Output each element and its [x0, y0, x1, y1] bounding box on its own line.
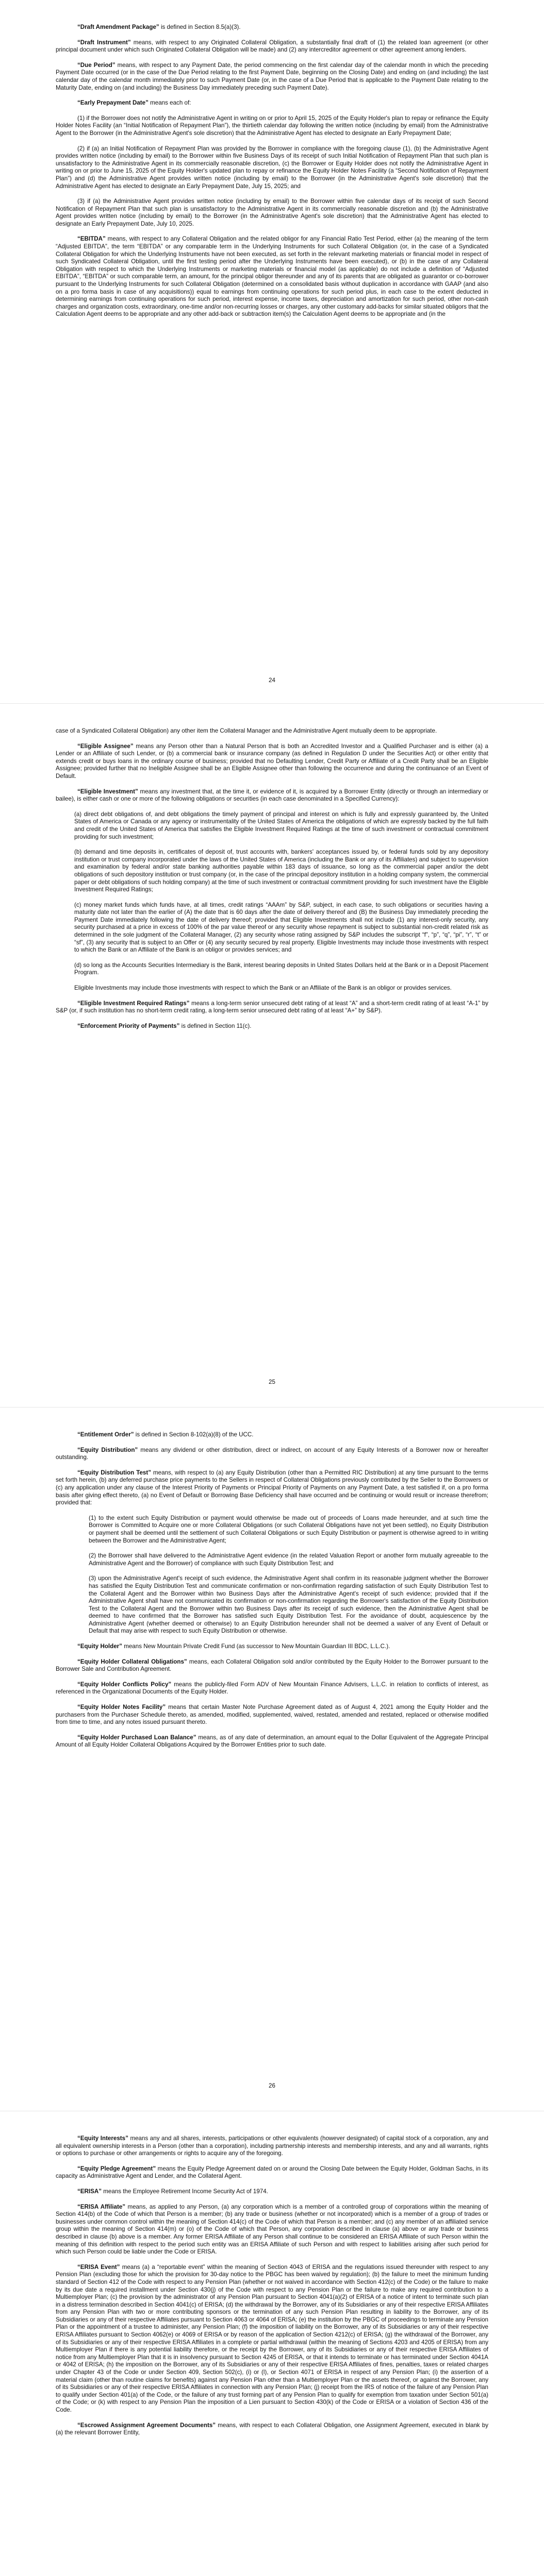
paragraph-text: is defined in Section 11(c).	[179, 1022, 252, 1029]
page-body	[56, 1431, 488, 1757]
definition-paragraph	[56, 235, 488, 318]
definition-paragraph	[56, 743, 488, 781]
defined-term: “Equity Holder Collateral Obligations”	[77, 1658, 187, 1665]
paragraph-text: (a) direct debt obligations of, and debt obligations the timely payment of principal and interest on which is fully and expressly guaranteed by, the United States of America or Canada or any agency or instrumentality of the United States of America the obligations of which are expressly backed by the full faith and credit of the United States of America that satisfies the Eligible Investment Required Ratings at the time of such investment or contractual commitment providing for such investment;	[74, 810, 488, 840]
clause-paragraph	[56, 198, 488, 228]
paragraph-text: means any dividend or other distribution, direct or indirect, on account of any Equity Interests of a Borrower now or hereafter outstanding.	[56, 1446, 488, 1461]
clause-paragraph	[56, 849, 488, 894]
definition-paragraph	[56, 2165, 488, 2180]
defined-term: “Equity Holder Conflicts Policy”	[77, 1681, 172, 1688]
paragraph-text: means New Mountain Private Credit Fund (as successor to New Mountain Guardian III BDC, L.L.C.).	[122, 1643, 390, 1650]
clause-paragraph	[56, 1552, 488, 1567]
defined-term: “Equity Distribution Test”	[77, 1469, 152, 1476]
definition-paragraph	[56, 1447, 488, 1462]
paragraph-text: (3) upon the Administrative Agent's receipt of such evidence, the Administrative Agent shall confirm in its reasonable judgment whether the Borrower has satisfied the Equity Distribution Test and communicate confirmation or non-confirmation regarding satisfaction of such Equity Distribution Test to the Collateral Agent and the Borrower within two Business Days after the Administrative Agent's receipt of such evidence; provided that if the Administrative Agent shall have not communicated its confirmation or non-confirmation regarding the Borrower's satisfaction of the Equity Distribution Test to the Collateral Agent and the Borrower within two Business Days after its receipt of such evidence, then the Administrative Agent shall be deemed to have confirmed that the Borrower has satisfied such Equity Distribution Test. For the avoidance of doubt, acquiescence by the Administrative Agent (whether deemed or otherwise) to an Equity Distribution hereunder shall not be deemed a waiver of any Event of Default or Default that may arise with respect to such Equity Distribution or otherwise.	[89, 1575, 488, 1635]
defined-term: “Equity Interests”	[77, 2135, 128, 2142]
defined-term: “Due Period”	[77, 61, 116, 69]
defined-term: “Equity Distribution”	[77, 1446, 138, 1453]
defined-term: “Early Prepayment Date”	[77, 99, 149, 107]
definition-paragraph	[56, 1643, 488, 1651]
definition-paragraph	[56, 99, 488, 107]
paragraph-text: means, with respect to each Collateral Obligation, one Assignment Agreement, executed in blank by (a) the relevant Borrower Entity,	[56, 2421, 488, 2436]
page-number: 25	[269, 1379, 275, 1385]
defined-term: “ERISA Affiliate”	[77, 2203, 126, 2210]
defined-term: “Eligible Assignee”	[77, 742, 134, 750]
clause-paragraph	[56, 985, 488, 992]
paragraph-text: (c) money market funds which funds have, at all times, credit ratings “AAAm” by S&P, subject, in each case, to such obligations or securities having a maturity date not later than the earlier of (A) the date that is 60 days after the date of delivery thereof and (B) the Business Day immediately preceding the Payment Date immediately following the date of delivery thereof; provided that Eligible Investments shall not include (1) any interest-only security, any security purchased at a price in excess of 100% of the par value thereof or any security whose repayment is subject to substantial non-credit related risk as determined in the sole judgment of the Collateral Manager, (2) any security whose rating assigned by S&P includes the subscript “f”, “p”, “q”, “pi”, “r”, “t” or “sf”, (3) any security that is subject to an Offer or (4) any security secured by real property. Eligible Investments may include those investments with respect to which the Bank or an Affiliate of the Bank is an obligor or provides services; and	[74, 901, 488, 954]
document-page-26	[0, 1408, 544, 2111]
definition-paragraph	[56, 2264, 488, 2414]
paragraph-text: case of a Syndicated Collateral Obligation) any other item the Collateral Manager and the Administrative Agent mutually deem to be appropriate.	[56, 727, 437, 734]
definition-paragraph	[56, 62, 488, 92]
paragraph-text: means a long-term senior unsecured debt rating of at least “A” and a short-term credit rating of at least “A-1” by S&P (or, if such institution has no short-term credit rating, a long-term senior unsecured debt rating of at least “A+” by S&P).	[56, 999, 488, 1014]
paragraph-text: means any and all shares, interests, participations or other equivalents (however designated) of capital stock of a corporation, any and all equivalent ownership interests in a Person (other than a corporation), including partnership interests and membership interests, and any and all warrants, rights or options to purchase or other arrangements or rights to acquire any of the foregoing.	[56, 2135, 488, 2157]
defined-term: “Enforcement Priority of Payments”	[77, 1022, 180, 1029]
definition-paragraph	[56, 1000, 488, 1015]
definition-paragraph	[56, 1681, 488, 1696]
definition-paragraph	[56, 1023, 488, 1030]
paragraph-text: (b) demand and time deposits in, certificates of deposit of, trust accounts with, bankers' acceptances issued by, or federal funds sold by any depository institution or trust company incorporated under the laws of the United States of America (including the Bank or any of its Affiliates) and subject to supervision and examination by federal and/or state banking authorities payable within 183 days of issuance, so long as the commercial paper and/or the debt obligations of such depository institution or trust company (or, in the case of the principal depository institution in a holding company system, the commercial paper or debt obligations of such holding company) at the time of such investment or contractual commitment providing for such investment have the Eligible Investment Required Ratings;	[74, 849, 488, 893]
paragraph-text: means any investment that, at the time it, or evidence of it, is acquired by a Borrower Entity (directly or through an intermediary or bailee), is either cash or one or more of the following obligations or securities (in each case denominated in a Specified Currency):	[56, 788, 488, 803]
defined-term: “Entitlement Order”	[77, 1431, 134, 1438]
definition-paragraph	[56, 1734, 488, 1749]
page-body	[56, 727, 488, 1038]
paragraph-text: means, each Collateral Obligation sold and/or contributed by the Equity Holder to the Borrower pursuant to the Borrower Sale and Contribution Agreement.	[56, 1658, 488, 1673]
clause-paragraph	[56, 1575, 488, 1635]
paragraph-text: (1) to the extent such Equity Distribution or payment would otherwise be made out of proceeds of Loans made hereunder, and at such time the Borrower is Committed to Acquire one or more Collateral Obligations (or such Collateral Obligations have not yet been settled), no Equity Distribution or payment shall be deemed until the settlement of such Collateral Obligations or such Equity Distribution or payment is otherwise agreed to in writing between the Borrower and the Administrative Agent;	[89, 1514, 488, 1544]
defined-term: “Equity Holder”	[77, 1643, 122, 1650]
defined-term: “Eligible Investment Required Ratings”	[77, 999, 190, 1007]
paragraph-text: means, with respect to any Originated Collateral Obligation, a substantially final draft of (1) the related loan agreement (or other principal document under which such Originated Collateral Obligation will be made) and (2) any intercreditor agreement or other agreement among lenders.	[56, 39, 488, 54]
document-page-24	[0, 0, 544, 703]
page-body	[56, 2135, 488, 2445]
paragraph-text: (1) if the Borrower does not notify the Administrative Agent in writing on or prior to April 15, 2025 of the Equity Holder's plan to repay or refinance the Equity Holder Notes Facility (an “Initial Notification of Repayment Plan”), the thirtieth calendar day following the written notice (including by email) from the Administrative Agent to the Borrower (in the Administrative Agent's sole discretion) that the Administrative Agent has elected to designate an Early Prepayment Date;	[56, 114, 488, 137]
definition-paragraph	[56, 2422, 488, 2437]
page-number: 26	[269, 2082, 275, 2089]
defined-term: “Equity Holder Purchased Loan Balance”	[77, 1734, 196, 1741]
paragraph-text: (3) if (a) the Administrative Agent provides written notice (including by email) to the Borrower within five calendar days of its receipt of such Second Notification of Repayment Plan that such plan is unsatisfactory to the Administrative Agent in its commercially reasonable discretion and (b) the Administrative Agent provides written notice (including by email) to the Borrower (in the Administrative Agent's sole discretion) that the Administrative Agent has elected to designate an Early Prepayment Date, July 10, 2025.	[56, 198, 488, 227]
defined-term: “EBITDA”	[77, 235, 106, 243]
definition-paragraph	[56, 1704, 488, 1726]
clause-paragraph	[56, 1515, 488, 1545]
paragraph-text: means each of:	[148, 99, 191, 107]
definition-paragraph	[56, 1658, 488, 1673]
page-number: 24	[269, 677, 275, 684]
definition-paragraph	[56, 1469, 488, 1507]
paragraph-text: means that certain Master Note Purchase Agreement dated as of August 4, 2021 among the Equity Holder and the purchasers from the Purchaser Schedule thereto, as amended, modified, supplemented, waived, restated, amended and restated, replaced or otherwise modified from time to time, and any notes issued pursuant thereto.	[56, 1704, 489, 1726]
paragraph-text: means, as of any date of determination, an amount equal to the Dollar Equivalent of the Aggregate Principal Amount of all Equity Holder Collateral Obligations Acquired by the Borrower Entities prior to such date.	[56, 1734, 488, 1749]
definition-paragraph	[56, 39, 488, 54]
definition-paragraph	[56, 24, 488, 31]
clause-paragraph	[56, 145, 488, 191]
paragraph-text: means, with respect to (a) any Equity Distribution (other than a Permitted RIC Distribution) at any time pursuant to the terms set forth herein, (b) any deferred purchase price payments to the Sellers in respect of Collateral Obligations previously contributed by the Seller to the Borrowers or (c) any application under any clause of the Interest Priority of Payments or Principal Priority of Payments on any Payment Date, a test satisfied if, on a pro forma basis after giving effect thereto, (a) no Event of Default or Borrowing Base Deficiency shall have occurred and be continuing or would result or increase therefrom; provided that:	[56, 1469, 488, 1506]
definition-paragraph	[56, 1431, 488, 1439]
paragraph-text: (d) so long as the Accounts Securities Intermediary is the Bank, interest bearing deposits in United States Dollars held at the Bank or in a Deposit Placement Program.	[74, 961, 488, 976]
clause-paragraph	[56, 115, 488, 138]
defined-term: “Eligible Investment”	[77, 788, 138, 795]
defined-term: “ERISA Event”	[77, 2263, 120, 2270]
defined-term: “Equity Pledge Agreement”	[77, 2165, 156, 2172]
definition-paragraph	[56, 2188, 488, 2196]
paragraph-text: Eligible Investments may include those investments with respect to which the Bank or an Affiliate of the Bank is an obligor or provides services.	[74, 985, 452, 992]
paragraph-text: (2) the Borrower shall have delivered to the Administrative Agent evidence (in the related Valuation Report or another form mutually agreeable to the Administrative Agent and the Borrower) of compliance with such Equity Distribution Test; and	[89, 1552, 488, 1567]
definition-paragraph	[56, 2135, 488, 2158]
paragraph-text: means the Equity Pledge Agreement dated on or around the Closing Date between the Equity Holder, Goldman Sachs, in its capacity as Administrative Agent and Lender, and the Collateral Agent.	[56, 2165, 489, 2180]
paragraph-text: (2) if (a) an Initial Notification of Repayment Plan was provided by the Borrower in compliance with the foregoing clause (1), (b) the Administrative Agent provides written notice (including by email) to the Borrower within five Business Days of its receipt of such Initial Notification of Repayment Plan that such plan is unsatisfactory to the Administrative Agent in its commercially reasonable discretion, (c) the Borrower or Equity Holder does not notify the Administrative Agent in writing on or prior to June 15, 2025 of the Equity Holder's updated plan to repay or refinance the Equity Holder Notes Facility (a “Second Notification of Repayment Plan”) and (d) the Administrative Agent provides written notice (including by email) to the Borrower (in the Administrative Agent's sole discretion) that the Administrative Agent has elected to designate an Early Prepayment Date, July 15, 2025; and	[56, 145, 488, 190]
paragraph-text: means, with respect to any Collateral Obligation and the related obligor for any Financial Ratio Test Period, either (a) the meaning of the term “Adjusted EBITDA”, the term “EBITDA” or any comparable term in the Underlying Instruments for such Collateral Obligation (or, in the case of a Syndicated Collateral Obligation for which the Underlying Instruments have not been executed, as set forth in the relevant marketing materials or financial model in respect of such Syndicated Collateral Obligation, until the first testing period after the Underlying Instruments have been executed), or (b) in the case of any Collateral Obligation with respect to which the Underlying Instruments or marketing materials or financial model (as applicable) do not include a definition of “Adjusted EBITDA”, “EBITDA” or such comparable term, an amount, for the principal obligor thereunder and any of its parents that are obligated as guarantor or co-borrower pursuant to the Underlying Instruments for such Collateral Obligation (determined on a consolidated basis without duplication in accordance with GAAP (and also on a pro forma basis in case of any acquisitions)) equal to earnings from continuing operations for such period plus, in each case to the extent deducted in determining earnings from continuing operations for such period, interest expense, income taxes, depreciation and amortization for such period, other non-cash charges and organization costs, extraordinary, one-time and/or non-recurring losses or charges, any other customary add-backs for similar situated obligors that the Calculation Agent deems to be appropriate and any other add-back or subtraction item(s) the Calculation Agent deems to be appropriate and (in the	[56, 235, 488, 318]
paragraph-text: is defined in Section 8.5(a)(3).	[159, 24, 241, 30]
defined-term: “Draft Instrument”	[77, 39, 131, 46]
document-page-27	[0, 2111, 544, 2576]
document-page-25	[0, 704, 544, 1407]
defined-term: “Equity Holder Notes Facility”	[77, 1704, 166, 1711]
paragraph-text: means, with respect to any Payment Date, the period commencing on the first calendar day of the calendar month in which the preceding Payment Date occurred (or in the case of the Due Period relating to the first Payment Date, beginning on the Closing Date) and ending on (and including) the last calendar day of the calendar month immediately prior to such Payment Date (or, in the case of a Due Period that is applicable to the Payment Date relating to the Maturity Date, ending on (and including) the Business Day immediately preceding such Payment Date).	[56, 61, 488, 91]
paragraph-text: means the publicly-filed Form ADV of New Mountain Finance Advisers, L.L.C. in relation to conflicts of interest, as referenced in the Organizational Documents of the Equity Holder.	[56, 1681, 488, 1696]
paragraph-text: means (a) a “reportable event” within the meaning of Section 4043 of ERISA and the regulations issued thereunder with respect to any Pension Plan (excluding those for which the provision for 30-day notice to the PBGC has been waived by regulation); (b) the failure to meet the minimum funding standard of Section 412 of the Code with respect to any Pension Plan (whether or not waived in accordance with Section 412(c) of the Code) or the failure to make by its due date a required installment under Section 430(j) of the Code with respect to any Pension Plan or the failure to make any required contribution to a Multiemployer Plan; (c) the provision by the administrator of any Pension Plan pursuant to Section 4041(a)(2) of ERISA of a notice of intent to terminate such plan in a distress termination described in Section 4041(c) of ERISA; (d) the withdrawal by the Borrower, any of its Subsidiaries or any of their respective ERISA Affiliates from any Pension Plan with two or more contributing sponsors or the termination of any such Pension Plan resulting in liability to the Borrower, any of its Subsidiaries or any of their respective Affiliates pursuant to Section 4063 or 4064 of ERISA; (e) the institution by the PBGC of proceedings to terminate any Pension Plan or the appointment of a trustee to administer, any Pension Plan; (f) the imposition of liability on the Borrower, any of its Subsidiaries or any of their respective ERISA Affiliates pursuant to Section 4062(e) or 4069 of ERISA or by reason of the application of Section 4212(c) of ERISA; (g) the withdrawal of the Borrower, any of its Subsidiaries or any of their respective ERISA Affiliates in a complete or partial withdrawal (within the meaning of Sections 4203 and 4205 of ERISA) from any Multiemployer Plan if there is any potential liability therefore, or the receipt by the Borrower, any of its Subsidiaries or any of their respective ERISA Affiliates of notice from any Multiemployer Plan that it is in insolvency pursuant to Section 4245 of ERISA, or that it intends to terminate or has terminated under Section 4041A or 4042 of ERISA; (h) the imposition on the Borrower, any of its Subsidiaries or any of their respective ERISA Affiliates of fines, penalties, taxes or related charges under Chapter 43 of the Code or under Section 409, Section 502(c), (i) or (l), or Section 4071 of ERISA in respect of any Pension Plan; (i) the assertion of a material claim (other than routine claims for benefits) against any Pension Plan other than a Multiemployer Plan or the assets thereof, or against the Borrower, any of its Subsidiaries or any of their respective ERISA Affiliates in connection with any Pension Plan; (j) receipt from the IRS of notice of the failure of any Pension Plan to qualify under Section 401(a) of the Code, or the failure of any trust forming part of any Pension Plan to qualify for exemption from taxation under Section 501(a) of the Code; or (k) with respect to any Pension Plan the imposition of a Lien pursuant to Section 430(k) of the Code or ERISA or a violation of Section 436 of the Code.	[56, 2263, 488, 2413]
clause-paragraph	[56, 962, 488, 977]
paragraph-text: means any Person other than a Natural Person that is both an Accredited Investor and a Qualified Purchaser and is either (a) a Lender or an Affiliate of such Lender, or (b) a commercial bank or insurance company (as defined in Regulation D under the Securities Act) or other entity that extends credit or buys loans in the ordinary course of business; provided that no Defaulting Lender, Credit Party or Affiliate of a Credit Party shall be an Eligible Assignee; provided further that no Ineligible Assignee shall be an Eligible Assignee other than following the occurrence and during the continuance of an Event of Default.	[56, 742, 488, 779]
defined-term: “Escrowed Assignment Agreement Documents”	[77, 2421, 216, 2429]
page-body	[56, 24, 488, 326]
paragraph-text: is defined in Section 8-102(a)(8) of the UCC.	[134, 1431, 254, 1438]
paragraph-text: means, as applied to any Person, (a) any corporation which is a member of a controlled group of corporations within the meaning of Section 414(b) of the Code of which that Person is a member; (b) any trade or business (whether or not incorporated) which is a member of a group of trades or businesses under common control within the meaning of Section 414(c) of the Code of which that Person is a member; and (c) any member of an affiliated service group within the meaning of Section 414(m) or (o) of the Code of which that Person, any corporation described in clause (a) above or any trade or business described in clause (b) above is a member. Any former ERISA Affiliate of any Person shall continue to be considered an ERISA Affiliate of such Person within the meaning of this definition with respect to the period such entity was an ERISA Affiliate of such Person and with respect to liabilities arising after such period for which such Person could be liable under the Code or ERISA.	[56, 2203, 488, 2256]
defined-term: “ERISA”	[77, 2188, 102, 2195]
clause-paragraph	[56, 727, 488, 735]
paragraph-text: means the Employee Retirement Income Security Act of 1974.	[102, 2188, 268, 2195]
clause-paragraph	[56, 902, 488, 954]
definition-paragraph	[56, 788, 488, 803]
clause-paragraph	[56, 811, 488, 841]
definition-paragraph	[56, 2204, 488, 2256]
defined-term: “Draft Amendment Package”	[77, 24, 159, 30]
